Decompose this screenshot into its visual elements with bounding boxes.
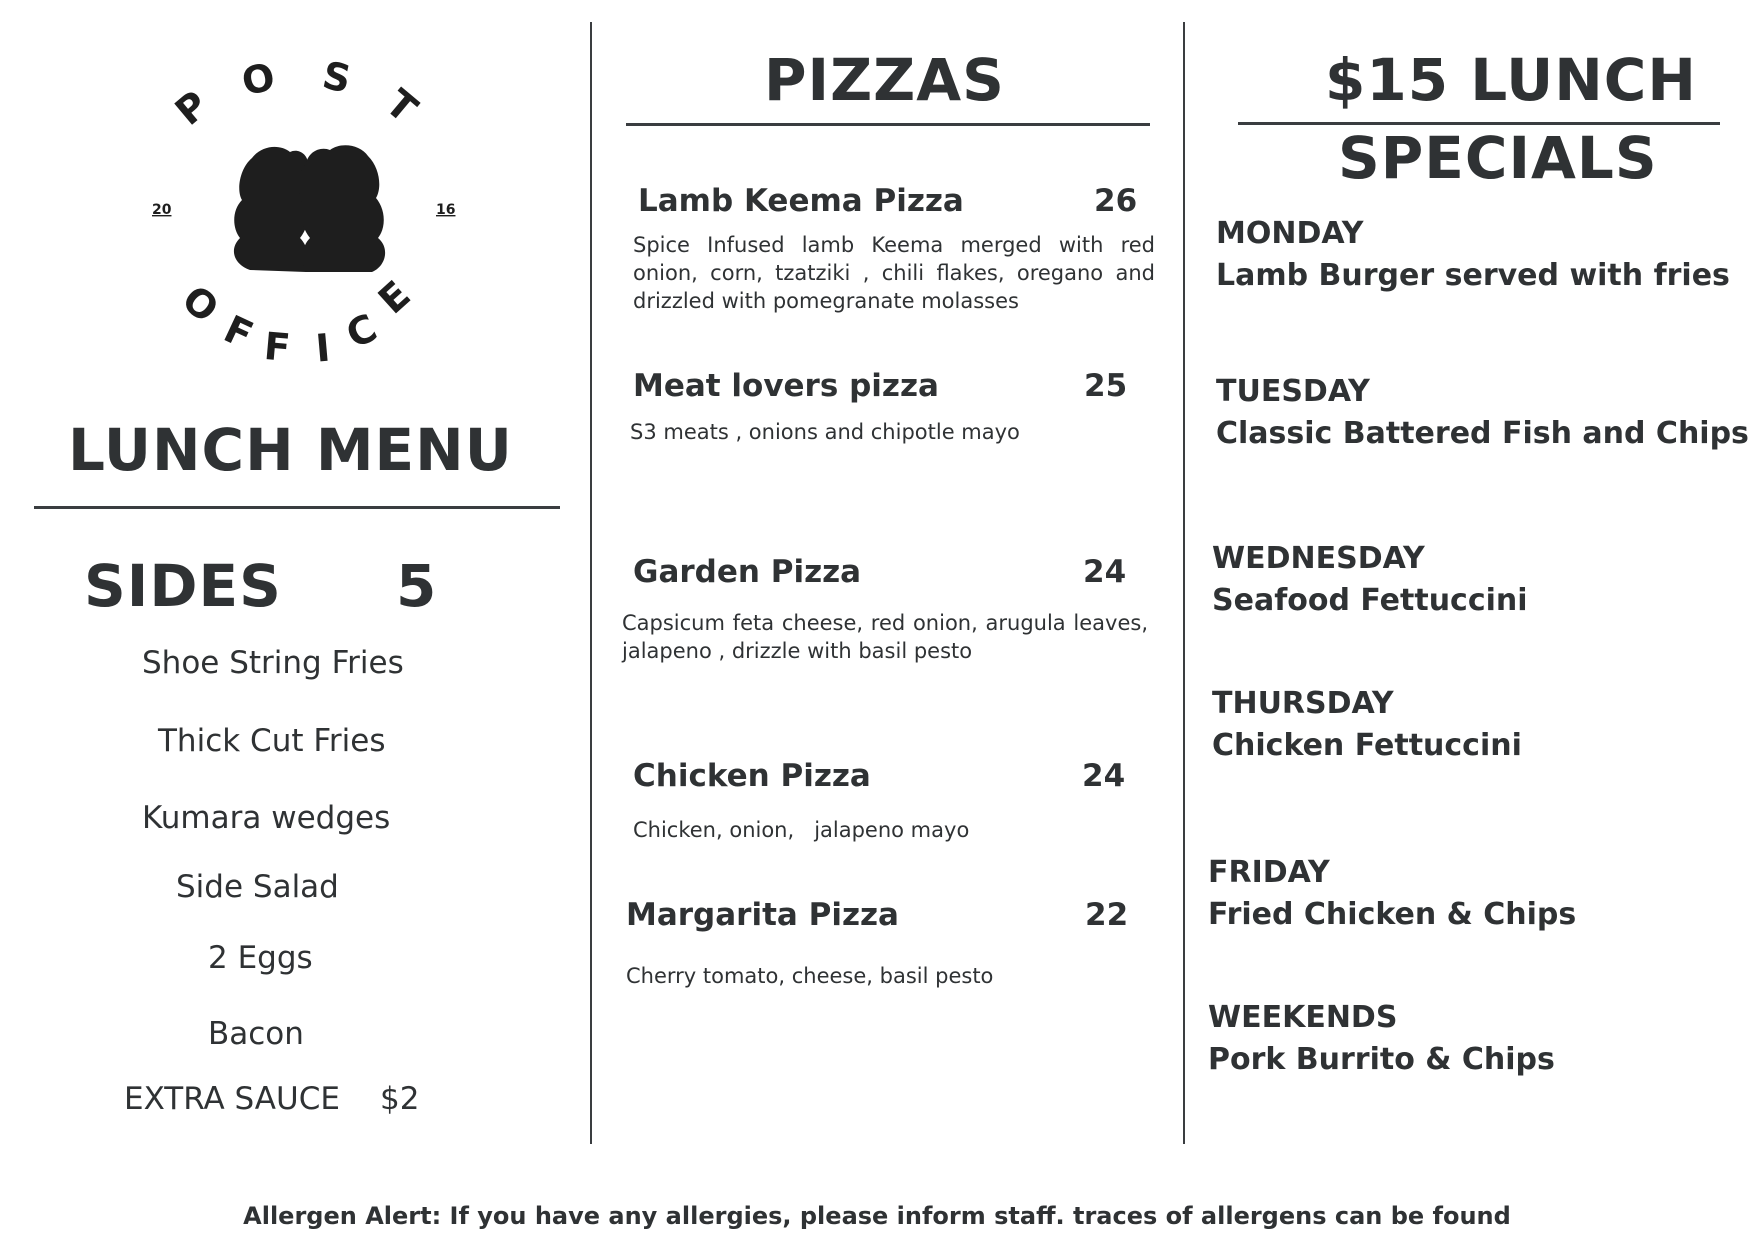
column-divider-right	[1183, 22, 1185, 1144]
pizza-name: Margarita Pizza	[626, 897, 899, 933]
special-day: FRIDAY	[1208, 855, 1330, 890]
sides-price: 5	[396, 552, 438, 620]
pizza-description: Capsicum feta cheese, red onion, arugula leaves, jalapeno , drizzle with basil pesto	[622, 611, 1148, 663]
sides-heading: SIDES	[84, 552, 282, 620]
special-dish: Chicken Fettuccini	[1212, 728, 1522, 763]
logo-letter: C	[339, 305, 384, 358]
pizza-description: Cherry tomato, cheese, basil pesto	[626, 964, 994, 988]
logo-letter: I	[313, 325, 332, 371]
twin-silhouettes-icon	[234, 145, 385, 272]
pizza-name: Meat lovers pizza	[633, 368, 939, 404]
special-day: WEEKENDS	[1208, 1000, 1398, 1035]
pizza-name: Chicken Pizza	[633, 758, 871, 794]
side-item: 2 Eggs	[208, 940, 313, 976]
pizza-name: Lamb Keema Pizza	[638, 183, 964, 219]
logo-letter: F	[217, 306, 260, 358]
pizza-price: 24	[1083, 554, 1127, 590]
logo-letter: S	[318, 52, 355, 102]
pizzas-underline	[626, 123, 1150, 126]
extra-sauce-price: $2	[380, 1081, 420, 1117]
pizza-price: 25	[1084, 368, 1128, 404]
logo-year-right: 16	[436, 202, 456, 218]
allergen-alert: Allergen Alert: If you have any allergies, please inform staff. traces of allergens can be found	[243, 1202, 1511, 1230]
logo-letter: P	[166, 82, 217, 134]
logo-letter: O	[237, 54, 279, 105]
special-dish: Fried Chicken & Chips	[1208, 897, 1577, 932]
logo-letter: T	[377, 80, 426, 132]
pizza-price: 22	[1085, 897, 1129, 933]
lunch-menu-underline	[34, 506, 560, 509]
special-day: THURSDAY	[1212, 686, 1394, 721]
special-day: MONDAY	[1216, 216, 1364, 251]
pizza-description: Spice Infused lamb Keema merged with red onion, corn, tzatziki , chili flakes, oregano and drizzled with pomegranate molasses	[633, 233, 1155, 313]
side-item: Kumara wedges	[142, 800, 391, 836]
special-dish: Lamb Burger served with fries	[1216, 258, 1730, 293]
special-dish: Pork Burrito & Chips	[1208, 1042, 1555, 1077]
side-item: Shoe String Fries	[142, 645, 404, 681]
special-day: WEDNESDAY	[1212, 541, 1425, 576]
logo-letter: E	[369, 272, 419, 323]
logo-year-left: 20	[152, 202, 172, 218]
special-dish: Seafood Fettuccini	[1212, 583, 1528, 618]
special-day: TUESDAY	[1216, 374, 1370, 409]
pizza-price: 26	[1094, 183, 1138, 219]
pizzas-heading: PIZZAS	[764, 46, 1005, 114]
specials-heading-line1: $15 LUNCH	[1325, 46, 1697, 114]
pizza-description: Chicken, onion, jalapeno mayo	[633, 818, 970, 842]
lunch-menu-title: LUNCH MENU	[68, 416, 513, 484]
post-office-logo	[140, 40, 480, 380]
specials-heading-line2: SPECIALS	[1338, 124, 1658, 192]
pizza-price: 24	[1082, 758, 1126, 794]
column-divider-left	[590, 22, 592, 1144]
side-item: Side Salad	[176, 869, 339, 905]
logo-letter: O	[173, 276, 227, 332]
side-item: Bacon	[208, 1016, 304, 1052]
logo-letter: F	[262, 324, 292, 371]
side-item: Thick Cut Fries	[158, 723, 386, 759]
pizza-description: S3 meats , onions and chipotle mayo	[630, 420, 1020, 444]
extra-sauce-label: EXTRA SAUCE	[124, 1081, 340, 1117]
pizza-name: Garden Pizza	[633, 554, 862, 590]
special-dish: Classic Battered Fish and Chips	[1216, 416, 1749, 451]
